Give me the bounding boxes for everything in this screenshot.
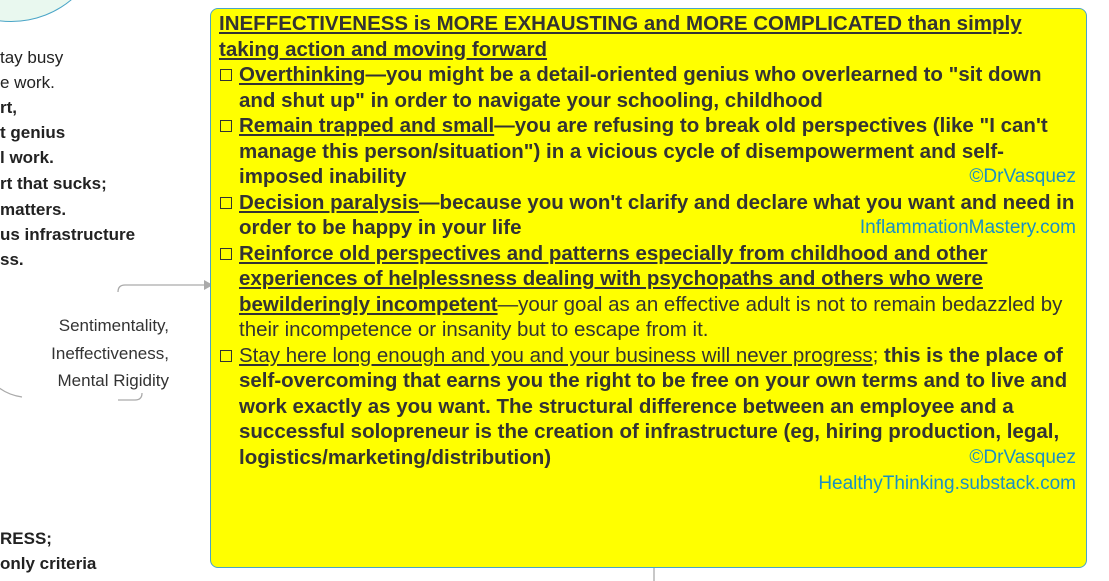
item-text: —because you won't clarify and declare what you want and need in order to be happy in your life [239,190,1075,239]
credit-text: ©DrVasquez [969,446,1076,468]
left-text-line: matters. [0,200,67,219]
item-text: ; [872,343,885,367]
item-lead: Reinforce old perspectives and patterns especially from childhood and other experiences of helplessness dealing with psychopaths and others who were bewilderingly incompetent [239,241,988,316]
left-text-line: t genius [0,123,66,142]
list-item-trapped [219,113,1076,190]
list-item-paralysis [219,190,1076,241]
item-lead: Stay here long enough and you and your business will never progress [239,343,873,367]
left-text-line: RESS; [0,529,52,548]
main-text-box [210,8,1087,568]
item-lead: Remain trapped and small [239,114,495,137]
item-bold-text: this is the place of self-overcoming that earns you the right to be free on your own terms and to live and work exactly as you want. The structural difference between an employee and a successful solopreneur is the creation of infrastructure (eg, hiring production, legal, logistics/marketing/distribution) [239,343,1068,469]
item-text: —your goal as an effective adult is not to remain bedazzled by their incompetence or insanity but to escape from it. [239,292,1063,341]
item-text: —you might be a detail-oriented genius who overlearned to "sit down and shut up" in order to navigate your schooling, childhood [239,63,1042,112]
checkbox-icon [220,248,232,260]
left-text-line: only criteria [0,554,97,573]
list-item-overthinking [219,62,1076,113]
side-label-line: Mental Rigidity [57,371,169,390]
checkbox-icon [220,120,232,132]
left-text-line: e work. [0,73,55,92]
left-text-line: us infrastructure [0,225,136,244]
checkbox-icon [220,350,232,362]
item-lead: Overthinking [239,63,366,86]
credit-text: InflammationMastery.com [859,217,1076,238]
box-title: INEFFECTIVENESS is MORE EXHAUSTING and MORE COMPLICATED than simply taking action and moving forward [219,12,1022,61]
list-item-reinforce [219,241,1076,343]
side-label-line: Ineffectiveness, [51,344,169,363]
checkbox-icon [220,197,232,209]
connector-bottom-bracket [118,393,142,400]
side-label-line: Sentimentality, [58,316,169,335]
left-text-line: ss. [0,250,24,269]
credit-line [219,470,1076,497]
left-text-line: tay busy [0,48,64,67]
checkbox-icon [220,69,232,81]
item-text: —you are refusing to break old perspectives (like "I can't manage this person/situation") in a vicious cycle of disempowerment and self-imposed inability [239,114,1048,188]
credit-url: HealthyThinking.substack.com [818,473,1076,494]
left-text-line: rt that sucks; [0,174,107,193]
left-text-line: rt, [0,98,17,117]
connector-top-bracket [118,285,175,292]
left-text-line: l work. [0,148,54,167]
list-item-stay-here [219,343,1076,471]
item-lead: Decision paralysis [239,190,420,214]
connector-left-curve [0,387,22,397]
credit-text: ©DrVasquez [969,166,1076,187]
